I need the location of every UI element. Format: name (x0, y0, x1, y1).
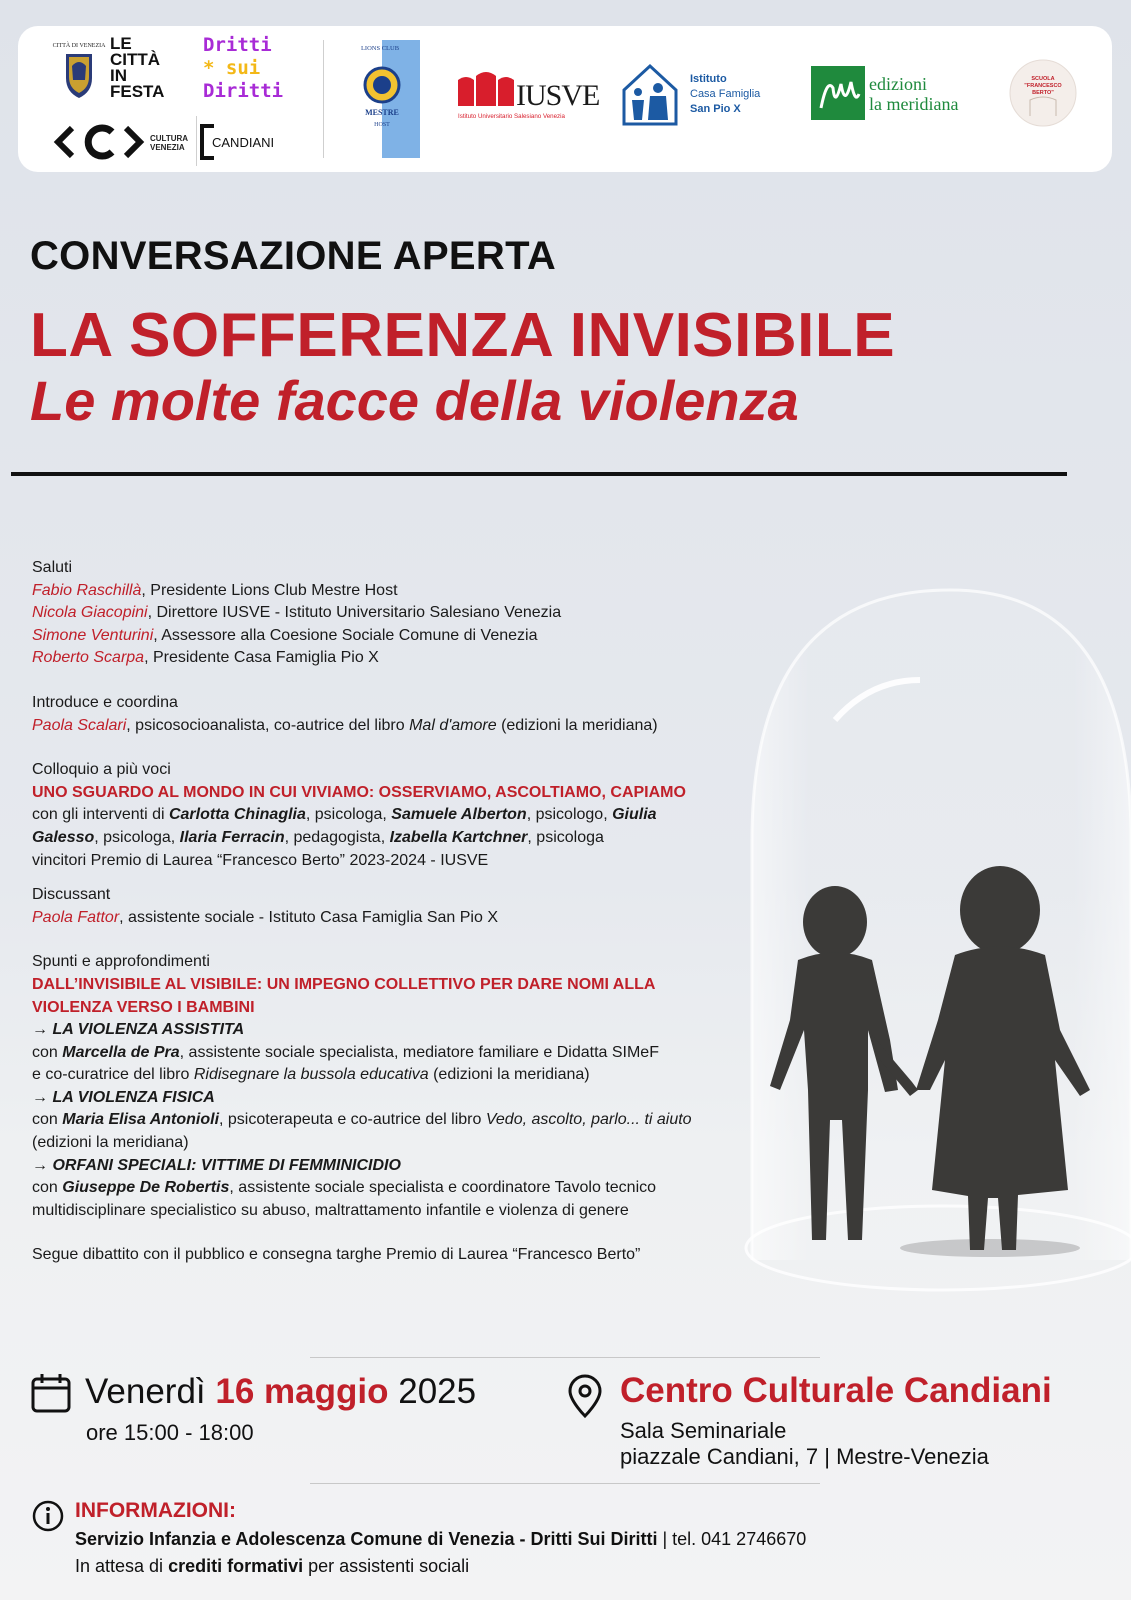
info-organization: Servizio Infanzia e Adolescenza Comune di Venezia - Dritti Sui Diritti (75, 1529, 658, 1549)
speaker-line (32, 1109, 722, 1154)
divider (310, 1357, 820, 1358)
speaker-name: Izabella Kartchner (389, 828, 528, 846)
day-month: 16 maggio (215, 1372, 389, 1411)
casa-text-3: San Pio X (690, 103, 741, 115)
info-phone: | tel. 041 2746670 (657, 1529, 807, 1549)
event-kicker: CONVERSAZIONE APERTA (30, 234, 557, 278)
logo-word: FESTA (110, 82, 165, 101)
speaker-name: Samuele Alberton (391, 806, 527, 824)
topic-title: → ORFANI SPECIALI: VITTIME DI FEMMINICIDIO (32, 1156, 401, 1174)
publisher: (edizioni la meridiana) (428, 1066, 590, 1084)
spacer (32, 929, 762, 951)
mestre-text: MESTRE (365, 108, 399, 117)
section-label: Colloquio a più voci (32, 761, 171, 779)
section-label: Introduce e coordina (32, 693, 178, 711)
iusve-logo (456, 66, 600, 126)
speaker-name: Simone Venturini (32, 626, 154, 644)
speaker-line (32, 907, 762, 930)
book-title: Mal d'amore (409, 716, 497, 734)
divider (196, 116, 197, 166)
section-label: Saluti (32, 559, 73, 576)
speaker-role: , psicologa (527, 828, 604, 846)
divider (323, 40, 324, 158)
berto-text: BERTO" (1032, 90, 1054, 96)
iusve-text: IUSVE (516, 79, 600, 112)
section-label: Spunti e approfondimenti (32, 953, 210, 971)
logo-word: LE (110, 34, 132, 53)
speaker-line (32, 1177, 762, 1200)
spacer (32, 670, 762, 692)
award-note: vincitori Premio di Laurea “Francesco Berto” 2023-2024 - IUSVE (32, 851, 489, 869)
section-saluti (32, 557, 762, 670)
meridiana-text: la meridiana (869, 94, 959, 114)
section-intro (32, 692, 762, 737)
info-icon (32, 1500, 64, 1532)
logo-word: CULTURA (150, 134, 189, 143)
section-colloquio (32, 759, 762, 872)
citta-di-venezia-text: CITTÀ DI VENEZIA (52, 43, 106, 49)
speaker-name: Carlotta Chinaglia (168, 806, 306, 824)
speaker-role: , psicoterapeuta e co-autrice del libro (219, 1111, 486, 1129)
speaker-role: , psicologa, (305, 806, 392, 824)
speaker-name: Giulia Galesso (32, 806, 657, 846)
casa-text-2: Casa Famiglia (690, 88, 761, 100)
event-date (85, 1372, 476, 1412)
speaker-line: multidisciplinare specialistico su abuso, maltrattamento infantile e violenza di genere (32, 1201, 629, 1219)
speaker-name: Nicola Giacopini (32, 604, 148, 622)
speaker-line (32, 1042, 762, 1065)
spacer (32, 872, 762, 884)
casa-famiglia-logo (618, 60, 793, 130)
venue-address: piazzale Candiani, 7 | Mestre-Venezia (620, 1444, 989, 1469)
spacer (32, 737, 762, 759)
le-citta-in-festa-logo (110, 36, 190, 100)
host-text: HOST (374, 122, 390, 128)
intro-text: con (32, 1043, 63, 1061)
speaker-line (32, 602, 762, 625)
speaker-name: Fabio Raschillà (32, 581, 142, 599)
event-title: LA SOFFERENZA INVISIBILE (30, 301, 896, 370)
speaker-line (32, 580, 762, 603)
session-title: UNO SGUARDO AL MONDO IN CUI VIVIAMO: OSSERVIAMO, ASCOLTIAMO, CAPIAMO (32, 783, 686, 801)
weekday: Venerdì (85, 1372, 216, 1411)
section-spunti (32, 951, 762, 1222)
speaker-line (32, 625, 762, 648)
speakers-paragraph (32, 804, 722, 849)
info-contact (75, 1529, 806, 1550)
candiani-logo (200, 124, 310, 160)
speaker-role: , psicosocioanalista, co-autrice del libro (126, 716, 410, 734)
title-rule (11, 472, 1067, 476)
francesco-text: "FRANCESCO (1024, 83, 1062, 89)
logo-word: Dritti (203, 34, 272, 56)
session-title: DALL’INVISIBILE AL VISIBILE: UN IMPEGNO COLLETTIVO PER DARE NOMI ALLA (32, 975, 656, 993)
dritti-sui-diritti-logo (203, 34, 293, 103)
speaker-line (32, 647, 762, 670)
publisher: (edizioni la meridiana) (32, 1134, 189, 1152)
sponsor-logo-bar (18, 26, 1112, 172)
intro-text: con (32, 1111, 63, 1129)
location-pin-icon (566, 1375, 604, 1419)
speaker-role: , psicologa, (94, 828, 180, 846)
closing-note: Segue dibattito con il pubblico e consegna targhe Premio di Laurea “Francesco Berto” (32, 1246, 641, 1264)
edizioni-text: edizioni (869, 74, 927, 94)
credits-text: crediti formativi (168, 1556, 304, 1576)
logo-word: * sui (203, 57, 261, 79)
intro-text: con (32, 1179, 63, 1197)
divider (310, 1483, 820, 1484)
lions-club-text: LIONS CLUB (360, 45, 400, 52)
speaker-line (32, 1064, 762, 1087)
book-title: Vedo, ascolto, parlo... ti aiuto (485, 1111, 692, 1129)
venue-name: Centro Culturale Candiani (620, 1371, 1052, 1410)
speaker-role: , pedagogista, (284, 828, 390, 846)
info-credits (75, 1556, 469, 1577)
speaker-role: , assistente sociale specialista, mediatore familiare e Didatta SIMeF (179, 1043, 659, 1061)
speaker-name: Roberto Scarpa (32, 649, 145, 667)
edizioni-meridiana-logo (811, 64, 981, 124)
speaker-role: , assistente sociale specialista e coordinatore Tavolo tecnico (229, 1179, 657, 1197)
intro-text: e co-curatrice del libro (32, 1066, 194, 1084)
lions-club-logo (358, 40, 420, 158)
scuola-text: SCUOLA (1031, 76, 1055, 82)
info-text: In attesa di (75, 1556, 169, 1576)
speaker-name: Paola Scalari (32, 716, 127, 734)
event-subtitle: Le molte facce della violenza (30, 369, 799, 432)
speaker-role: , Presidente Casa Famiglia Pio X (144, 649, 379, 667)
speaker-name: Ilaria Ferracin (179, 828, 285, 846)
info-text: per assistenti sociali (303, 1556, 470, 1576)
speaker-name: Maria Elisa Antonioli (62, 1111, 220, 1129)
logo-word: IN (110, 66, 127, 85)
logo-word: VENEZIA (150, 143, 185, 152)
spacer (32, 1222, 762, 1244)
scuola-berto-logo (1008, 58, 1078, 128)
speaker-role: , assistente sociale - Istituto Casa Famiglia San Pio X (119, 908, 498, 926)
bell-jar-illustration (740, 620, 1131, 1320)
book-title: Ridisegnare la bussola educativa (193, 1066, 429, 1084)
publisher: (edizioni la meridiana) (496, 716, 658, 734)
candiani-text: CANDIANI (212, 135, 275, 150)
topic-title: → LA VIOLENZA ASSISTITA (32, 1021, 245, 1039)
section-label: Discussant (32, 886, 111, 904)
venue-room: Sala Seminariale (620, 1418, 787, 1443)
logo-word: CITTÀ (110, 50, 161, 69)
topic-title: → LA VIOLENZA FISICA (32, 1088, 215, 1106)
citta-di-venezia-logo (52, 40, 106, 102)
speaker-name: Marcella de Pra (62, 1043, 180, 1061)
speaker-name: Paola Fattor (32, 908, 120, 926)
calendar-icon (30, 1372, 72, 1414)
iusve-subtitle: Istituto Universitario Salesiano Venezia (458, 113, 565, 120)
speaker-role: , Direttore IUSVE - Istituto Universitario Salesiano Venezia (147, 604, 562, 622)
casa-text-1: Istituto (690, 73, 727, 85)
speaker-name: Giuseppe De Robertis (62, 1179, 230, 1197)
year: 2025 (388, 1372, 477, 1411)
info-heading: INFORMAZIONI: (75, 1499, 236, 1522)
cultura-venezia-text (150, 134, 188, 152)
section-discussant (32, 884, 762, 929)
speaker-role: , psicologo, (526, 806, 613, 824)
event-time: ore 15:00 - 18:00 (86, 1420, 254, 1445)
speaker-role: , Presidente Lions Club Mestre Host (141, 581, 398, 599)
program (32, 557, 762, 1267)
speaker-line (32, 715, 762, 738)
logo-word: Diritti (203, 80, 284, 102)
intro-text: con gli interventi di (32, 806, 169, 824)
session-title: VIOLENZA VERSO I BAMBINI (32, 998, 255, 1016)
speaker-role: , Assessore alla Coesione Sociale Comune di Venezia (153, 626, 538, 644)
